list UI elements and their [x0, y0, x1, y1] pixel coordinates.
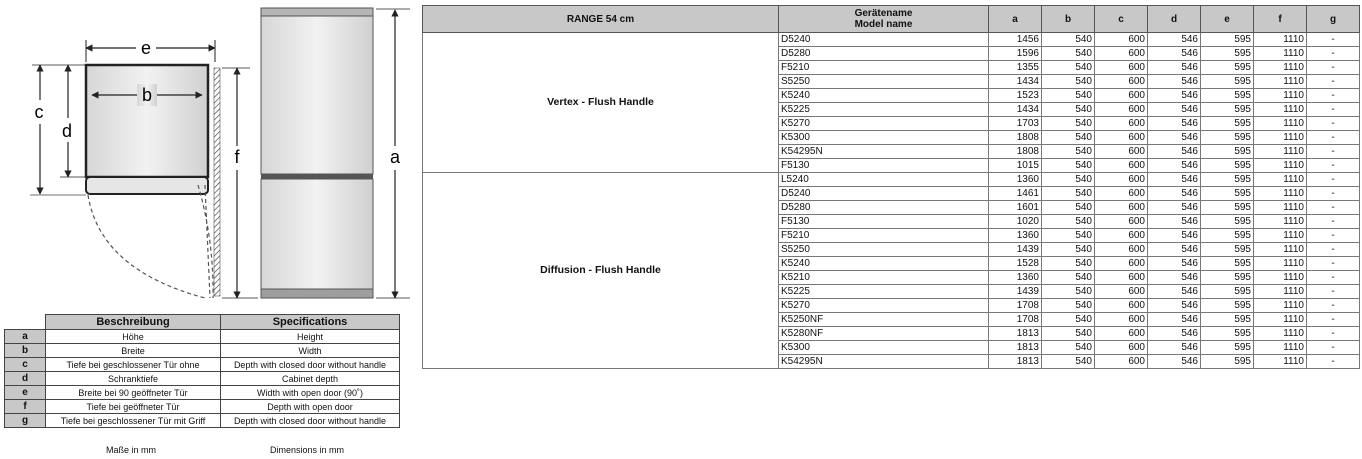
dim-d-cell: 546: [1148, 103, 1201, 117]
legend-header-de: Beschreibung: [46, 315, 221, 330]
dim-f-cell: 1110: [1254, 159, 1307, 173]
dim-a-cell: 1434: [989, 103, 1042, 117]
legend-corner: [5, 315, 46, 330]
label-f: f: [234, 147, 240, 167]
dim-b-cell: 540: [1042, 299, 1095, 313]
dim-e-cell: 595: [1201, 89, 1254, 103]
dim-f-cell: 1110: [1254, 327, 1307, 341]
top-view-door: [86, 177, 208, 194]
range-header: RANGE 54 cm: [423, 6, 779, 33]
legend-de-cell: Breite: [46, 344, 221, 358]
dim-e-cell: 595: [1201, 131, 1254, 145]
dim-c-cell: 600: [1095, 257, 1148, 271]
dim-b-cell: 540: [1042, 173, 1095, 187]
legend-en-cell: Cabinet depth: [221, 372, 400, 386]
fridge-top-cap: [261, 8, 373, 16]
dim-e-cell: 595: [1201, 103, 1254, 117]
model-name-cell: K5270: [779, 299, 989, 313]
dim-c-cell: 600: [1095, 285, 1148, 299]
dim-c-cell: 600: [1095, 103, 1148, 117]
top-view-wall: [214, 68, 220, 296]
dim-d-cell: 546: [1148, 215, 1201, 229]
dim-b-cell: 540: [1042, 271, 1095, 285]
dim-b-cell: 540: [1042, 75, 1095, 89]
dim-c-cell: 600: [1095, 187, 1148, 201]
door-swing-arc: [88, 195, 205, 298]
dim-g-cell: -: [1307, 229, 1360, 243]
model-name-cell: K54295N: [779, 145, 989, 159]
range-group-name: Diffusion - Flush Handle: [423, 173, 779, 369]
dim-b-cell: 540: [1042, 215, 1095, 229]
model-name-cell: K5240: [779, 257, 989, 271]
dim-e-cell: 595: [1201, 299, 1254, 313]
dim-e-cell: 595: [1201, 47, 1254, 61]
dim-g-cell: -: [1307, 173, 1360, 187]
top-view: [29, 38, 220, 298]
dim-c-cell: 600: [1095, 313, 1148, 327]
model-name-cell: K5300: [779, 131, 989, 145]
dim-a-cell: 1020: [989, 215, 1042, 229]
legend-row: [5, 372, 400, 386]
dim-a-cell: 1808: [989, 145, 1042, 159]
model-dimensions-table: [422, 5, 1360, 369]
dim-e-cell: 595: [1201, 313, 1254, 327]
dim-e-cell: 595: [1201, 201, 1254, 215]
dim-f-cell: 1110: [1254, 187, 1307, 201]
dim-f-cell: 1110: [1254, 145, 1307, 159]
dim-g-cell: -: [1307, 61, 1360, 75]
legend-row: [5, 344, 400, 358]
dim-g-cell: -: [1307, 89, 1360, 103]
dim-d-cell: 546: [1148, 243, 1201, 257]
dim-a-cell: 1461: [989, 187, 1042, 201]
legend-body: [5, 330, 400, 428]
dim-g-cell: -: [1307, 327, 1360, 341]
dim-b-cell: 540: [1042, 103, 1095, 117]
dim-e-cell: 595: [1201, 327, 1254, 341]
dim-c-cell: 600: [1095, 131, 1148, 145]
dim-a-cell: 1601: [989, 201, 1042, 215]
top-view-cabinet: [86, 65, 208, 177]
legend-key-cell: f: [5, 400, 46, 414]
dim-d-cell: 546: [1148, 257, 1201, 271]
model-name-cell: D5240: [779, 187, 989, 201]
dim-a-cell: 1596: [989, 47, 1042, 61]
legend-row: [5, 414, 400, 428]
dim-header-e: e: [1201, 6, 1254, 33]
dim-b-cell: 540: [1042, 341, 1095, 355]
legend-row: [5, 358, 400, 372]
dim-c-cell: 600: [1095, 229, 1148, 243]
legend-row: [5, 400, 400, 414]
dim-b-cell: 540: [1042, 89, 1095, 103]
dim-b-cell: 540: [1042, 243, 1095, 257]
dim-d-cell: 546: [1148, 355, 1201, 369]
dim-a-cell: 1360: [989, 229, 1042, 243]
model-name-cell: L5240: [779, 173, 989, 187]
dim-f-cell: 1110: [1254, 299, 1307, 313]
dim-g-cell: -: [1307, 257, 1360, 271]
dim-g-cell: -: [1307, 145, 1360, 159]
dim-e-cell: 595: [1201, 257, 1254, 271]
dim-a-cell: 1439: [989, 243, 1042, 257]
model-name-cell: F5210: [779, 61, 989, 75]
dim-a-cell: 1813: [989, 327, 1042, 341]
legend-header-en: Specifications: [221, 315, 400, 330]
model-name-cell: D5240: [779, 33, 989, 47]
dim-a-cell: 1808: [989, 131, 1042, 145]
legend-de-cell: Schranktiefe: [46, 372, 221, 386]
dim-a-cell: 1528: [989, 257, 1042, 271]
model-name-cell: D5280: [779, 201, 989, 215]
fridge-plinth: [261, 289, 373, 298]
dim-f-cell: 1110: [1254, 229, 1307, 243]
model-header-de: Gerätename: [854, 8, 913, 19]
dim-a-cell: 1813: [989, 341, 1042, 355]
legend-en-cell: Depth with closed door without handle: [221, 414, 400, 428]
dim-a-cell: 1456: [989, 33, 1042, 47]
dim-b-cell: 540: [1042, 61, 1095, 75]
dim-d-cell: 546: [1148, 131, 1201, 145]
dim-d-cell: 546: [1148, 271, 1201, 285]
dim-g-cell: -: [1307, 201, 1360, 215]
dim-c-cell: 600: [1095, 61, 1148, 75]
dim-f-cell: 1110: [1254, 61, 1307, 75]
dim-c-cell: 600: [1095, 327, 1148, 341]
dim-d-cell: 546: [1148, 229, 1201, 243]
dim-b-cell: 540: [1042, 131, 1095, 145]
dim-e-cell: 595: [1201, 271, 1254, 285]
dim-a-cell: 1360: [989, 271, 1042, 285]
dim-g-cell: -: [1307, 215, 1360, 229]
door-open-outline: [198, 185, 213, 298]
model-name-cell: S5250: [779, 75, 989, 89]
dim-g-cell: -: [1307, 341, 1360, 355]
legend-key-cell: e: [5, 386, 46, 400]
dim-f-cell: 1110: [1254, 131, 1307, 145]
dim-d-cell: 546: [1148, 187, 1201, 201]
label-b: b: [141, 85, 153, 105]
dim-e-cell: 595: [1201, 61, 1254, 75]
model-header: [779, 6, 989, 33]
dim-e-cell: 595: [1201, 285, 1254, 299]
dim-c-cell: 600: [1095, 173, 1148, 187]
dim-f-cell: 1110: [1254, 89, 1307, 103]
table-row: [423, 33, 1360, 47]
dim-g-cell: -: [1307, 159, 1360, 173]
dim-e-cell: 595: [1201, 33, 1254, 47]
legend-de-cell: Breite bei 90 geöffneter Tür: [46, 386, 221, 400]
dim-c-cell: 600: [1095, 33, 1148, 47]
dim-b-cell: 540: [1042, 47, 1095, 61]
dim-header-b: b: [1042, 6, 1095, 33]
dim-b-cell: 540: [1042, 145, 1095, 159]
dim-header-g: g: [1307, 6, 1360, 33]
dim-e-cell: 595: [1201, 159, 1254, 173]
dim-d-cell: 546: [1148, 75, 1201, 89]
model-name-cell: K5240: [779, 89, 989, 103]
dim-f-cell: 1110: [1254, 103, 1307, 117]
legend-row: [5, 330, 400, 344]
dim-f-cell: 1110: [1254, 355, 1307, 369]
fridge-dimension-diagram: [0, 0, 420, 305]
legend-en-cell: Height: [221, 330, 400, 344]
model-name-cell: F5130: [779, 159, 989, 173]
dim-a-cell: 1439: [989, 285, 1042, 299]
model-name-cell: K54295N: [779, 355, 989, 369]
dim-header-a: a: [989, 6, 1042, 33]
dim-header-d: d: [1148, 6, 1201, 33]
dim-c-cell: 600: [1095, 89, 1148, 103]
dim-f-cell: 1110: [1254, 47, 1307, 61]
model-name-cell: S5250: [779, 243, 989, 257]
range-group-name: Vertex - Flush Handle: [423, 33, 779, 173]
dim-f-cell: 1110: [1254, 271, 1307, 285]
dim-f-cell: 1110: [1254, 285, 1307, 299]
table-header-row: [423, 6, 1360, 33]
dim-g-cell: -: [1307, 187, 1360, 201]
legend-row: [5, 386, 400, 400]
model-name-cell: K5225: [779, 285, 989, 299]
dim-a-cell: 1360: [989, 173, 1042, 187]
label-a: a: [389, 147, 401, 167]
fridge-upper-door: [261, 16, 373, 174]
units-note-en: Dimensions in mm: [270, 445, 345, 455]
legend-de-cell: Höhe: [46, 330, 221, 344]
dim-g-cell: -: [1307, 355, 1360, 369]
units-note-de: Maße in mm: [106, 445, 157, 455]
dim-b-cell: 540: [1042, 117, 1095, 131]
label-d: d: [61, 121, 73, 141]
model-header-en: Model name: [854, 19, 913, 30]
dim-c-cell: 600: [1095, 299, 1148, 313]
model-name-cell: K5250NF: [779, 313, 989, 327]
dim-f-cell: 1110: [1254, 201, 1307, 215]
dim-f-cell: 1110: [1254, 313, 1307, 327]
fridge-divider: [261, 174, 373, 179]
label-e: e: [140, 38, 152, 58]
dim-c-cell: 600: [1095, 159, 1148, 173]
front-view: [222, 8, 410, 298]
dim-a-cell: 1708: [989, 313, 1042, 327]
dim-d-cell: 546: [1148, 47, 1201, 61]
dim-b-cell: 540: [1042, 33, 1095, 47]
dim-d-cell: 546: [1148, 285, 1201, 299]
dim-e-cell: 595: [1201, 215, 1254, 229]
model-name-cell: K5225: [779, 103, 989, 117]
dim-c-cell: 600: [1095, 75, 1148, 89]
dim-g-cell: -: [1307, 75, 1360, 89]
dim-b-cell: 540: [1042, 159, 1095, 173]
legend-key-cell: b: [5, 344, 46, 358]
dim-a-cell: 1434: [989, 75, 1042, 89]
legend-de-cell: Tiefe bei geschlossener Tür mit Griff: [46, 414, 221, 428]
dim-c-cell: 600: [1095, 145, 1148, 159]
model-name-cell: D5280: [779, 47, 989, 61]
dim-d-cell: 546: [1148, 117, 1201, 131]
dim-g-cell: -: [1307, 117, 1360, 131]
dim-f-cell: 1110: [1254, 257, 1307, 271]
fridge-lower-door: [261, 179, 373, 289]
dim-g-cell: -: [1307, 103, 1360, 117]
legend-en-cell: Depth with open door: [221, 400, 400, 414]
dim-header-f: f: [1254, 6, 1307, 33]
dim-e-cell: 595: [1201, 229, 1254, 243]
dim-d-cell: 546: [1148, 61, 1201, 75]
dim-f-cell: 1110: [1254, 243, 1307, 257]
dim-a-cell: 1708: [989, 299, 1042, 313]
dim-f-cell: 1110: [1254, 33, 1307, 47]
dim-e-cell: 595: [1201, 117, 1254, 131]
dim-e-cell: 595: [1201, 341, 1254, 355]
dim-e-cell: 595: [1201, 75, 1254, 89]
dim-b-cell: 540: [1042, 327, 1095, 341]
model-name-cell: K5280NF: [779, 327, 989, 341]
dim-f-cell: 1110: [1254, 341, 1307, 355]
model-name-cell: F5210: [779, 229, 989, 243]
dim-e-cell: 595: [1201, 145, 1254, 159]
dim-a-cell: 1813: [989, 355, 1042, 369]
dim-header-c: c: [1095, 6, 1148, 33]
dim-d-cell: 546: [1148, 89, 1201, 103]
dim-b-cell: 540: [1042, 257, 1095, 271]
dim-d-cell: 546: [1148, 327, 1201, 341]
legend-key-cell: c: [5, 358, 46, 372]
dim-g-cell: -: [1307, 299, 1360, 313]
legend-en-cell: Width: [221, 344, 400, 358]
dim-d-cell: 546: [1148, 173, 1201, 187]
dim-d-cell: 546: [1148, 33, 1201, 47]
dim-d-cell: 546: [1148, 299, 1201, 313]
dim-d-cell: 546: [1148, 313, 1201, 327]
dim-g-cell: -: [1307, 33, 1360, 47]
model-name-cell: K5300: [779, 341, 989, 355]
dim-g-cell: -: [1307, 271, 1360, 285]
dim-e-cell: 595: [1201, 355, 1254, 369]
dim-c-cell: 600: [1095, 117, 1148, 131]
dim-a-cell: 1523: [989, 89, 1042, 103]
dim-f-cell: 1110: [1254, 173, 1307, 187]
table-row: [423, 173, 1360, 187]
dim-g-cell: -: [1307, 285, 1360, 299]
dim-g-cell: -: [1307, 243, 1360, 257]
table-body: [423, 33, 1360, 369]
legend-key-cell: g: [5, 414, 46, 428]
model-name-cell: F5130: [779, 215, 989, 229]
dim-d-cell: 546: [1148, 201, 1201, 215]
dim-a-cell: 1355: [989, 61, 1042, 75]
dim-a-cell: 1015: [989, 159, 1042, 173]
dim-e-cell: 595: [1201, 243, 1254, 257]
dim-b-cell: 540: [1042, 187, 1095, 201]
dim-c-cell: 600: [1095, 341, 1148, 355]
dim-b-cell: 540: [1042, 355, 1095, 369]
legend-en-cell: Width with open door (90˚): [221, 386, 400, 400]
legend-key-cell: a: [5, 330, 46, 344]
model-name-cell: K5270: [779, 117, 989, 131]
legend-key-cell: d: [5, 372, 46, 386]
label-c: c: [34, 102, 44, 122]
dim-f-cell: 1110: [1254, 215, 1307, 229]
dim-d-cell: 546: [1148, 341, 1201, 355]
dim-c-cell: 600: [1095, 271, 1148, 285]
dim-f-cell: 1110: [1254, 75, 1307, 89]
dim-b-cell: 540: [1042, 201, 1095, 215]
dim-e-cell: 595: [1201, 187, 1254, 201]
dim-g-cell: -: [1307, 47, 1360, 61]
dim-c-cell: 600: [1095, 355, 1148, 369]
dim-c-cell: 600: [1095, 47, 1148, 61]
dim-g-cell: -: [1307, 131, 1360, 145]
dim-d-cell: 546: [1148, 159, 1201, 173]
legend-de-cell: Tiefe bei geschlossener Tür ohne: [46, 358, 221, 372]
dim-c-cell: 600: [1095, 215, 1148, 229]
dim-b-cell: 540: [1042, 285, 1095, 299]
dim-c-cell: 600: [1095, 201, 1148, 215]
dim-a-cell: 1703: [989, 117, 1042, 131]
dim-b-cell: 540: [1042, 313, 1095, 327]
legend-de-cell: Tiefe bei geöffneter Tür: [46, 400, 221, 414]
dim-b-cell: 540: [1042, 229, 1095, 243]
dim-f-cell: 1110: [1254, 117, 1307, 131]
dimension-legend-table: [4, 314, 400, 428]
dim-d-cell: 546: [1148, 145, 1201, 159]
dim-e-cell: 595: [1201, 173, 1254, 187]
dim-c-cell: 600: [1095, 243, 1148, 257]
legend-en-cell: Depth with closed door without handle: [221, 358, 400, 372]
dim-g-cell: -: [1307, 313, 1360, 327]
model-name-cell: K5210: [779, 271, 989, 285]
